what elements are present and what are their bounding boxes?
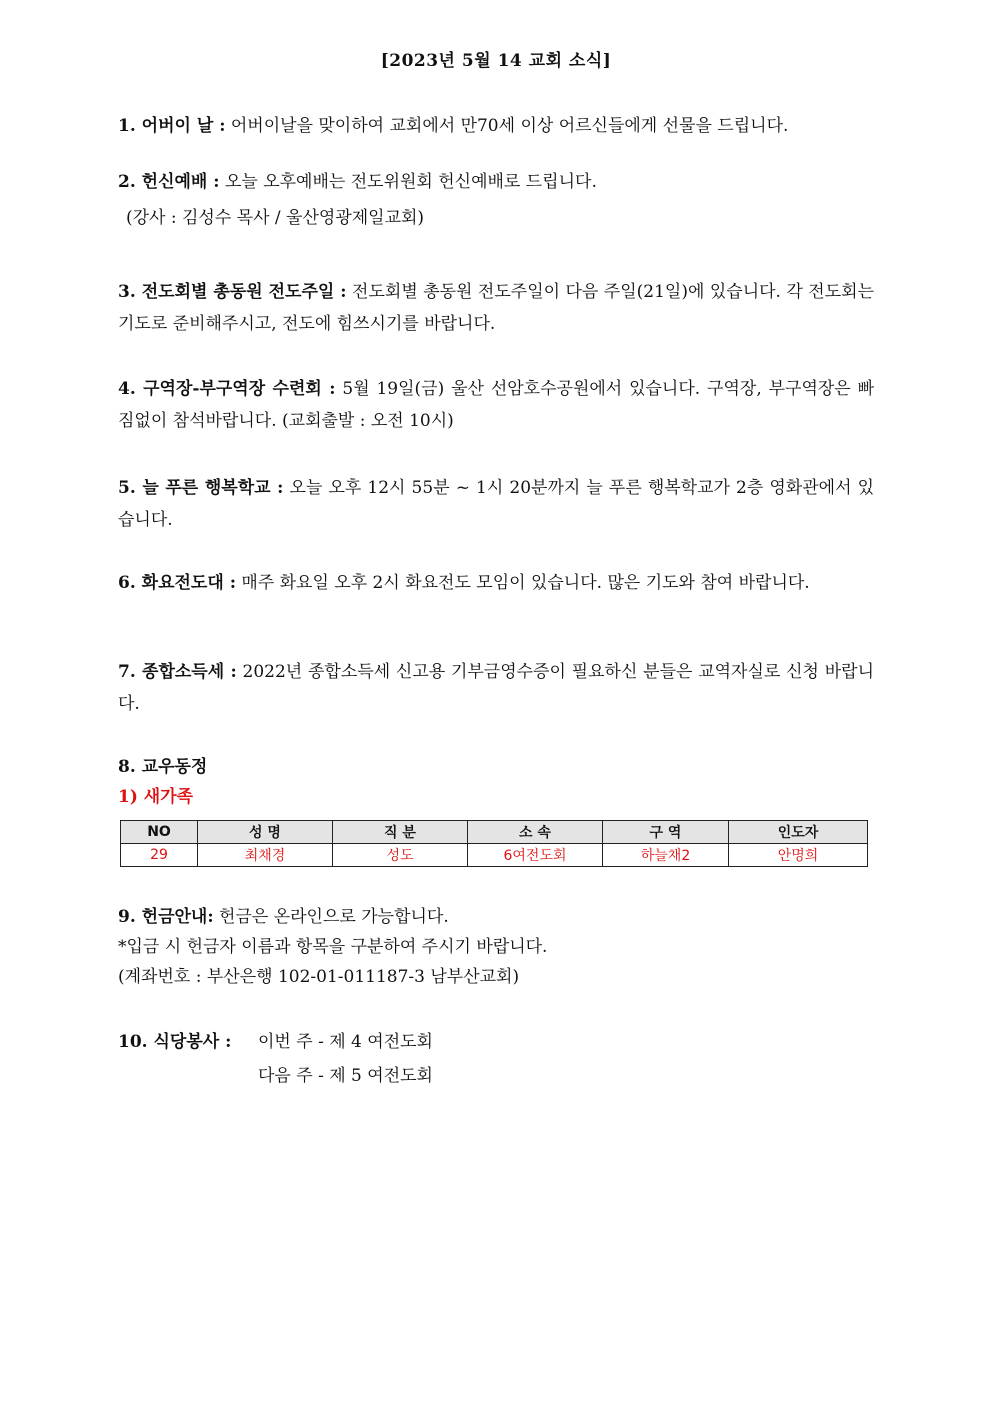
cell-group: 6여전도회: [468, 844, 603, 867]
col-no: NO: [121, 821, 198, 844]
new-family-table: [120, 820, 868, 867]
col-position: 직 분: [333, 821, 468, 844]
notice-2: [118, 166, 874, 198]
table-header-row: [121, 821, 868, 844]
notice-8-heading: 8. 교우동정: [118, 757, 208, 777]
notice-9-account: (계좌번호 : 부산은행 102-01-011187-3 남부산교회): [118, 967, 520, 987]
notice-1: [118, 110, 874, 142]
notice-4: [118, 373, 874, 437]
cell-position: 성도: [333, 844, 468, 867]
notice-10: [118, 1027, 874, 1057]
notice-6-body: 매주 화요일 오후 2시 화요전도 모임이 있습니다. 많은 기도와 참여 바랍니다.: [241, 573, 810, 593]
notice-5-body: 오늘 오후 12시 55분 ~ 1시 20분까지 늘 푸른 행복학교가 2층 영화관에서 있습니다.: [118, 478, 875, 530]
notice-6-heading: 6. 화요전도대 :: [118, 573, 236, 593]
notice-1-heading: 1. 어버이 날 :: [118, 116, 226, 136]
notice-10-second: [118, 1061, 874, 1091]
cell-no: 29: [121, 844, 198, 867]
cell-name: 최채경: [198, 844, 333, 867]
notice-2-note: (강사 : 김성수 목사 / 울산영광제일교회): [126, 208, 425, 228]
notice-2-heading: 2. 헌신예배 :: [118, 172, 220, 192]
col-name: 성 명: [198, 821, 333, 844]
notice-1-body: 어버이날을 맞이하여 교회에서 만70세 이상 어르신들에게 선물을 드립니다.: [230, 116, 789, 136]
notice-3: [118, 276, 874, 340]
col-group: 소 속: [468, 821, 603, 844]
notice-4-body: 5월 19일(금) 울산 선암호수공원에서 있습니다. 구역장, 부구역장은 빠짐없이 참석바랍니다. (교회출발 : 오전 10시): [118, 379, 875, 431]
notice-10-line2: 다음 주 - 제 5 여전도회: [258, 1066, 433, 1086]
notice-10-heading: 10. 식당봉사 :: [118, 1032, 232, 1052]
page-title: [2023년 5월 14 교회 소식]: [380, 51, 612, 71]
notice-9: [118, 902, 874, 932]
cell-district: 하늘채2: [603, 844, 729, 867]
notice-6: [118, 567, 874, 599]
notice-2-body: 오늘 오후예배는 전도위원회 헌신예배로 드립니다.: [224, 172, 597, 192]
notice-7-body: 2022년 종합소득세 신고용 기부금영수증이 필요하신 분들은 교역자실로 신청 바랍니다.: [118, 662, 874, 714]
col-district: 구 역: [603, 821, 729, 844]
col-guide: 인도자: [729, 821, 868, 844]
cell-guide: 안명희: [729, 844, 868, 867]
notice-9-body: 헌금은 온라인으로 가능합니다.: [219, 907, 449, 927]
notice-9-line2: *입금 시 헌금자 이름과 항목을 구분하여 주시기 바랍니다.: [118, 937, 548, 957]
notice-5: [118, 472, 874, 536]
notice-4-heading: 4. 구역장-부구역장 수련회 :: [118, 379, 336, 399]
notice-7: [118, 656, 874, 720]
notice-3-heading: 3. 전도회별 총동원 전도주일 :: [118, 282, 347, 302]
notice-5-heading: 5. 늘 푸른 행복학교 :: [118, 478, 284, 498]
new-family-subheading: 1) 새가족: [118, 787, 194, 807]
notice-3-body: 전도회별 총동원 전도주일이 다음 주일(21일)에 있습니다. 각 전도회는 기도로 준비해주시고, 전도에 힘쓰시기를 바랍니다.: [118, 282, 874, 334]
notice-7-heading: 7. 종합소득세 :: [118, 662, 237, 682]
notice-9-heading: 9. 헌금안내:: [118, 907, 214, 927]
notice-10-line1: 이번 주 - 제 4 여전도회: [258, 1032, 433, 1052]
table-row: [121, 844, 868, 867]
